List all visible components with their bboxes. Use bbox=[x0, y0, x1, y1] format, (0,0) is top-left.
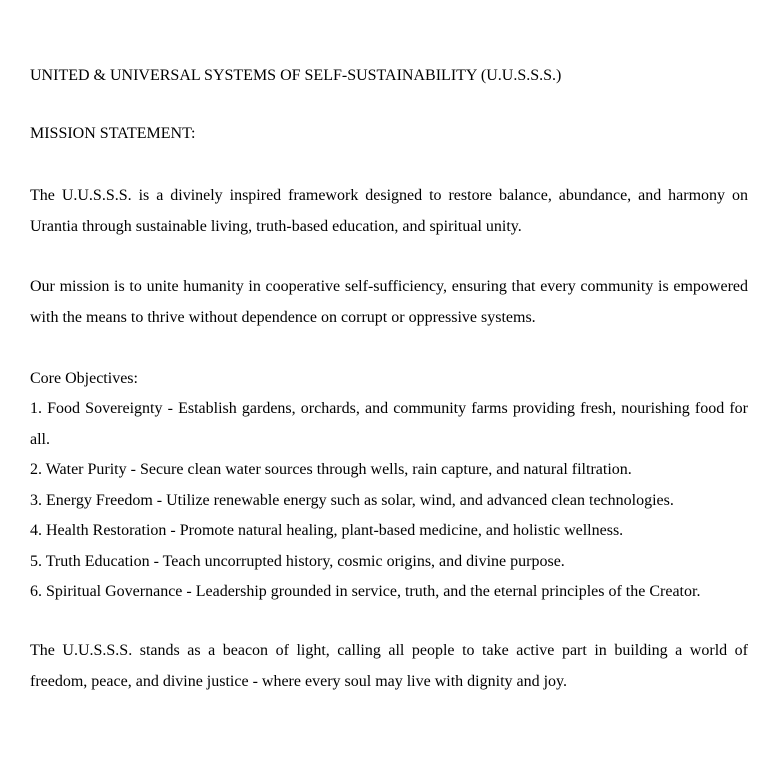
mission-paragraph-line: with the means to thrive without dependence on corrupt or oppressive systems. bbox=[30, 309, 536, 326]
objectives-list-line: all. bbox=[30, 430, 50, 448]
core-objectives-heading bbox=[30, 363, 748, 394]
mission-statement-heading bbox=[30, 118, 748, 149]
core-objectives-heading-line: Core Objectives: bbox=[30, 370, 138, 387]
intro-paragraph bbox=[30, 180, 748, 242]
mission-paragraph-line: Our mission is to unite humanity in cooperative self-sufficiency, ensuring that every community is empowered bbox=[30, 278, 748, 295]
objectives-list-line: 3. Energy Freedom - Utilize renewable energy such as solar, wind, and advanced clean technologies. bbox=[30, 491, 674, 509]
objectives-list-line: 5. Truth Education - Teach uncorrupted history, cosmic origins, and divine purpose. bbox=[30, 552, 565, 570]
intro-paragraph-line: The U.U.S.S.S. is a divinely inspired framework designed to restore balance, abundance, and harmony on bbox=[30, 187, 748, 204]
mission-paragraph bbox=[30, 271, 748, 333]
objectives-list-line: 4. Health Restoration - Promote natural healing, plant-based medicine, and holistic wellness. bbox=[30, 522, 624, 539]
closing-paragraph-line: The U.U.S.S.S. stands as a beacon of light, calling all people to take active part in building a world of bbox=[30, 641, 748, 659]
closing-paragraph-line: freedom, peace, and divine justice - where every soul may live with dignity and joy. bbox=[30, 672, 568, 690]
closing-paragraph bbox=[30, 635, 748, 697]
objectives-list-line: 6. Spiritual Governance - Leadership grounded in service, truth, and the eternal principles of the Creator. bbox=[30, 583, 701, 600]
document-title bbox=[30, 60, 748, 91]
objectives-list-line: 1. Food Sovereignty - Establish gardens, orchards, and community farms providing fresh, nourishing food for bbox=[30, 400, 748, 417]
objectives-list bbox=[30, 394, 748, 608]
intro-paragraph-line: Urantia through sustainable living, truth-based education, and spiritual unity. bbox=[30, 218, 522, 235]
mission-statement-heading-line: MISSION STATEMENT: bbox=[30, 125, 196, 142]
document-title-line: UNITED & UNIVERSAL SYSTEMS OF SELF-SUSTAINABILITY (U.U.S.S.S.) bbox=[30, 67, 562, 84]
objectives-list-line: 2. Water Purity - Secure clean water sources through wells, rain capture, and natural filtration. bbox=[30, 461, 632, 478]
